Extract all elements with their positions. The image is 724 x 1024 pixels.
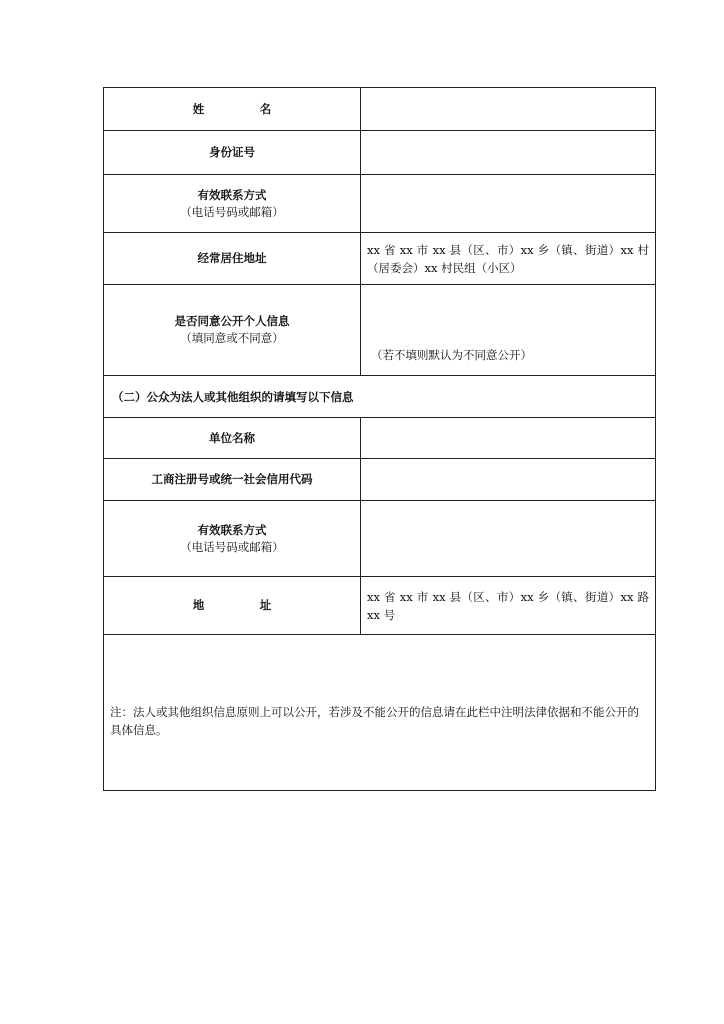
name-field[interactable]	[361, 88, 656, 131]
contact-label: 有效联系方式 （电话号码或邮箱）	[104, 175, 361, 233]
org-contact-field[interactable]	[361, 501, 656, 577]
unit-name-label: 单位名称	[104, 418, 361, 459]
table-row	[104, 501, 656, 577]
table-row	[104, 88, 656, 131]
id-number-label: 身份证号	[104, 131, 361, 175]
table-row	[104, 459, 656, 501]
consent-field[interactable]: （若不填则默认为不同意公开）	[361, 285, 656, 376]
contact-field[interactable]	[361, 175, 656, 233]
unit-name-field[interactable]	[361, 418, 656, 459]
reg-code-field[interactable]	[361, 459, 656, 501]
contact-sublabel: （电话号码或邮箱）	[180, 204, 284, 219]
table-row	[104, 418, 656, 459]
note-field[interactable]: 注：法人或其他组织信息原则上可以公开，若涉及不能公开的信息请在此栏中注明法律依据和不能公开的具体信息。	[104, 635, 656, 791]
table-row	[104, 376, 656, 418]
table-row	[104, 175, 656, 233]
org-address-field[interactable]: xx 省 xx 市 xx 县（区、市）xx 乡（镇、街道）xx 路 xx 号	[361, 577, 656, 635]
address-label: 经常居住地址	[104, 233, 361, 285]
table-row	[104, 635, 656, 791]
address-field[interactable]: xx 省 xx 市 xx 县（区、市）xx 乡（镇、街道）xx 村（居委会）xx 村民组（小区）	[361, 233, 656, 285]
org-contact-sublabel: （电话号码或邮箱）	[180, 539, 284, 554]
consent-label: 是否同意公开个人信息 （填同意或不同意）	[104, 285, 361, 376]
org-address-label: 地 址	[104, 577, 361, 635]
table-row	[104, 233, 656, 285]
applicant-info-table	[103, 87, 656, 791]
table-row	[104, 131, 656, 175]
table-row	[104, 577, 656, 635]
reg-code-label: 工商注册号或统一社会信用代码	[104, 459, 361, 501]
table-row	[104, 285, 656, 376]
id-number-field[interactable]	[361, 131, 656, 175]
consent-sublabel: （填同意或不同意）	[180, 331, 284, 345]
name-label: 姓 名	[104, 88, 361, 131]
org-section-title: （二）公众为法人或其他组织的请填写以下信息	[104, 376, 656, 418]
org-contact-label: 有效联系方式 （电话号码或邮箱）	[104, 501, 361, 577]
